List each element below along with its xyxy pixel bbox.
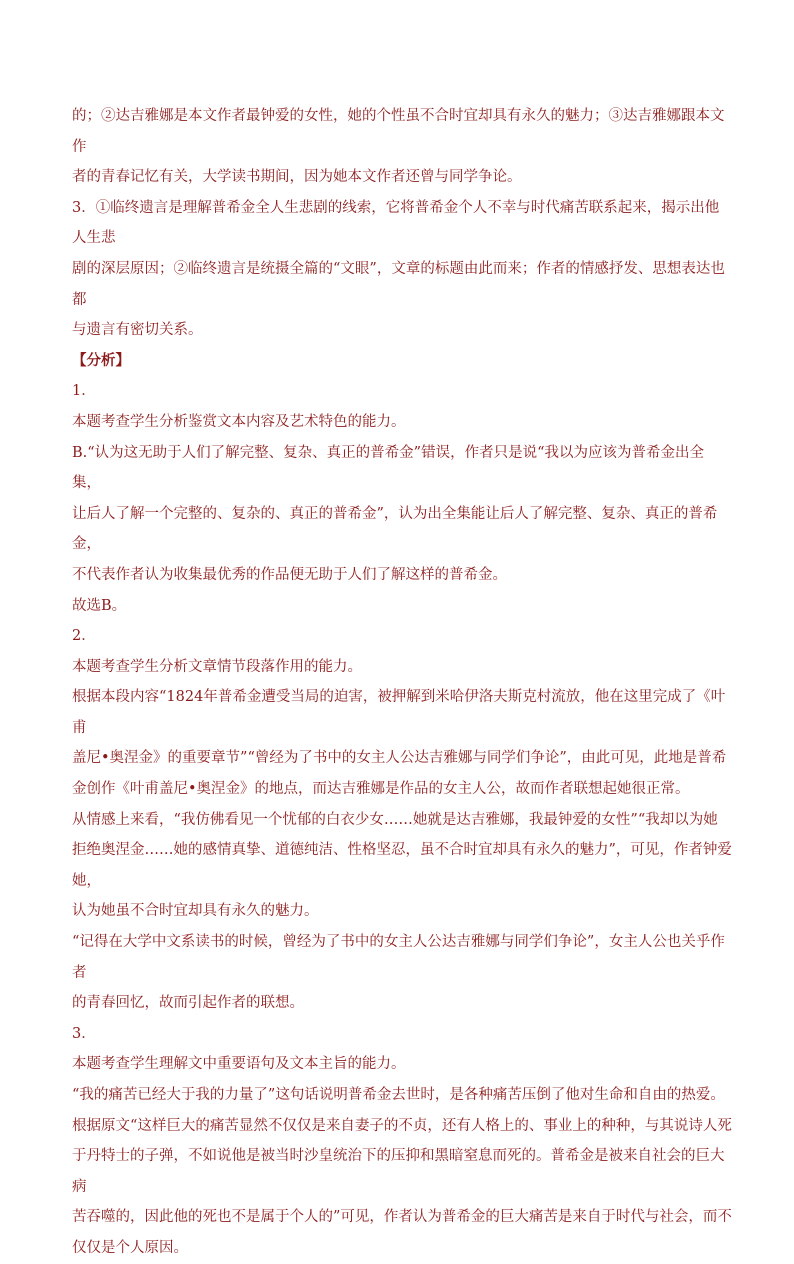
- text-line: B.“认为这无助于人们了解完整、复杂、真正的普希金”错误，作者只是说“我以为应该为普希金出全集，: [72, 444, 704, 492]
- question-number: 2．: [72, 628, 96, 645]
- text-line: 本题考查学生理解文中重要语句及文本主旨的能力。: [72, 1056, 406, 1073]
- text-line: 本题考查学生分析鉴赏文本内容及艺术特色的能力。: [72, 413, 406, 430]
- text-line: 3．①临终遗言是理解普希金全人生悲剧的线索，它将普希金个人不幸与时代痛苦联系起来，揭示出他人生悲: [72, 199, 720, 247]
- text-line: 根据本段内容“1824年普希金遭受当局的迫害，被押解到米哈伊洛夫斯克村流放，他在这里完成了《叶甫: [72, 689, 726, 736]
- text-line: “我的痛苦已经大于我的力量了”这句话说明普希金去世时，是各种痛苦压倒了他对生命和自由的热爱。: [72, 1087, 725, 1103]
- text-line: 的青春回忆，故而引起作者的联想。: [72, 995, 304, 1012]
- text-line: 让后人了解一个完整的、复杂的、真正的普希金”，认为出全集能让后人了解完整、复杂、真正的普希金，: [72, 505, 718, 553]
- answer-analysis-text: [72, 101, 732, 1264]
- text-line: 认为她虽不合时宜却具有永久的魅力。: [72, 903, 319, 920]
- question-number: 3．: [72, 1025, 96, 1042]
- text-line: 金创作《叶甫盖尼•奥涅金》的地点，而达吉雅娜是作品的女主人公，故而作者联想起她很正常。: [72, 781, 690, 798]
- text-line: 的；②达吉雅娜是本文作者最钟爱的女性，她的个性虽不合时宜却具有永久的魅力；③达吉雅娜跟本文作: [72, 108, 725, 155]
- text-line: 剧的深层原因；②临终遗言是统摄全篇的“文眼”，文章的标题由此而来；作者的情感抒发、思想表达也都: [72, 260, 725, 308]
- text-line: 于丹特士的子弹，不如说他是被当时沙皇统治下的压抑和黑暗窒息而死的。普希金是被来自社会的巨大病: [72, 1148, 725, 1195]
- text-line: 与遗言有密切关系。: [72, 322, 203, 339]
- text-line: 苦吞噬的，因此他的死也不是属于个人的”可见，作者认为普希金的巨大痛苦是来自于时代与社会，而不: [72, 1209, 732, 1226]
- text-line: 故选B。: [72, 597, 127, 614]
- question-number: 1．: [72, 383, 96, 400]
- text-line: 仅仅是个人原因。: [72, 1239, 188, 1256]
- text-line: 根据原文“这样巨大的痛苦显然不仅仅是来自妻子的不贞，还有人格上的、事业上的种种，与其说诗人死: [72, 1117, 732, 1134]
- text-line: 不代表作者认为收集最优秀的作品便无助于人们了解这样的普希金。: [72, 566, 507, 583]
- text-line: 本题考查学生分析文章情节段落作用的能力。: [72, 658, 362, 675]
- text-line: 从情感上来看，“我仿佛看见一个忧郁的白衣少女……她就是达吉雅娜，我最钟爱的女性”“我却以为她: [72, 811, 718, 828]
- analysis-heading: 【分析】: [72, 351, 130, 369]
- text-line: 盖尼•奥涅金》的重要章节”“曾经为了书中的女主人公达吉雅娜与同学们争论”，由此可见，此地是普希: [72, 750, 727, 767]
- text-line: 拒绝奥涅金……她的感情真挚、道德纯洁、性格坚忍，虽不合时宜却具有永久的魅力”，可见，作者钟爱她，: [72, 842, 732, 889]
- text-line: 者的青春记忆有关，大学读书期间，因为她本文作者还曾与同学争论。: [72, 169, 522, 186]
- text-line: “记得在大学中文系读书的时候，曾经为了书中的女主人公达吉雅娜与同学们争论”，女主人公也关乎作者: [72, 934, 725, 981]
